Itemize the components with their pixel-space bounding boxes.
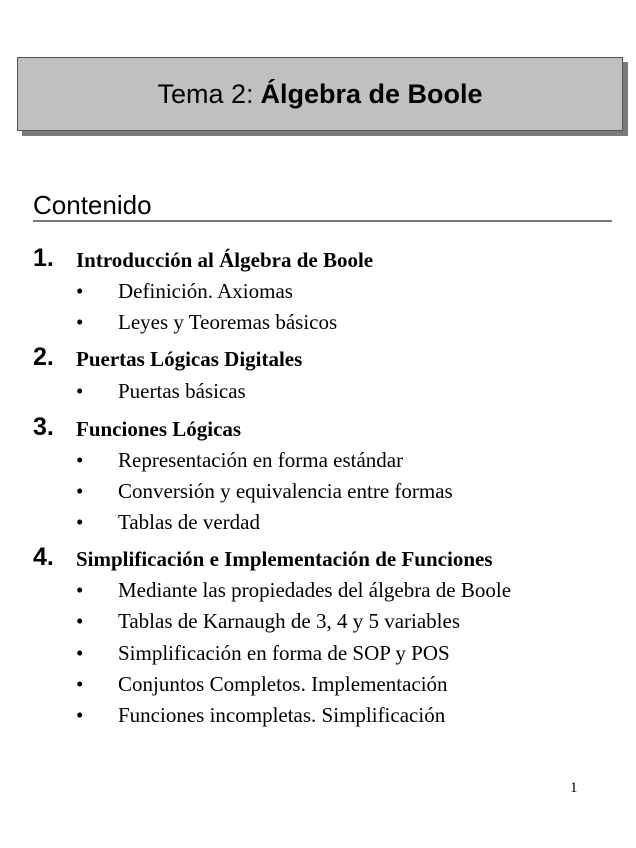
bullet-icon: • [76,279,84,303]
section-title: Funciones Lógicas [76,417,242,441]
contents-heading: Contenido [33,190,152,220]
title-main: Álgebra de Boole [260,78,483,109]
bullet-icon: • [76,641,84,665]
bullet-icon: • [76,379,84,403]
list-item: Simplificación en forma de SOP y POS [118,641,450,665]
list-item: Conversión y equivalencia entre formas [118,479,453,503]
bullet-icon: • [76,479,84,503]
list-item: Conjuntos Completos. Implementación [118,672,448,696]
section-title: Introducción al Álgebra de Boole [76,248,374,272]
list-item: Leyes y Teoremas básicos [118,310,338,334]
section-number: 3. [33,413,54,441]
list-item: Funciones incompletas. Simplificación [118,703,446,727]
list-item: Mediante las propiedades del álgebra de Boole [118,578,512,602]
list-item: Tablas de verdad [118,510,260,534]
section-title: Puertas Lógicas Digitales [76,347,303,371]
bullet-icon: • [76,703,84,727]
list-item: Puertas básicas [118,379,246,403]
title-prefix: Tema 2: [157,78,254,109]
section-number: 4. [33,543,54,571]
bullet-icon: • [76,510,84,534]
bullet-icon: • [76,609,84,633]
bullet-icon: • [76,672,84,696]
section-number: 2. [33,343,54,371]
page-number: 1 [570,780,578,796]
bullet-icon: • [76,578,84,602]
section-number: 1. [33,244,54,272]
list-item: Definición. Axiomas [118,279,293,303]
bullet-icon: • [76,310,84,334]
list-item: Representación en forma estándar [118,448,404,472]
section-title: Simplificación e Implementación de Funciones [76,547,493,571]
bullet-icon: • [76,448,84,472]
list-item: Tablas de Karnaugh de 3, 4 y 5 variables [118,609,460,633]
